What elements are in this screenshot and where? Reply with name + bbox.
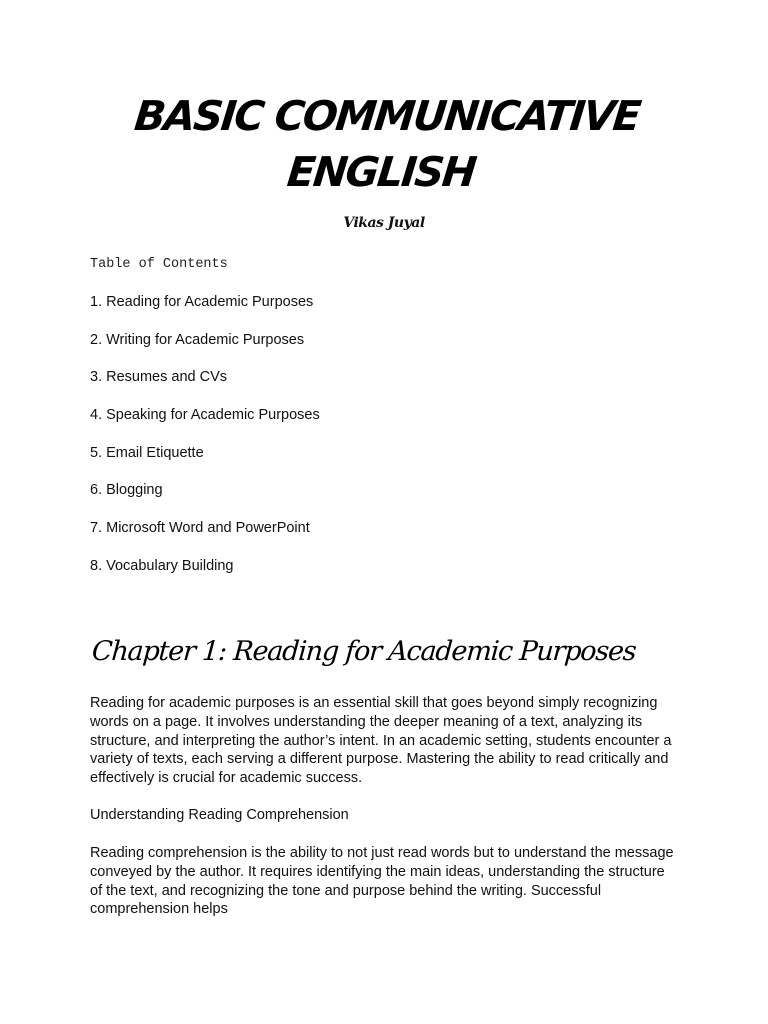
toc-item-6: 6. Blogging (90, 482, 163, 499)
body-paragraph-2: Reading comprehension is the ability to not just read words but to understand the message conveyed by the author. It requires identifying the main ideas, understanding the structure of the text, and recognizing the tone and purpose behind the writing. Successful comprehension helps (90, 845, 674, 918)
toc-item-1: 1. Reading for Academic Purposes (90, 294, 314, 310)
toc-heading: Table of Contents (90, 257, 228, 272)
table-of-contents (90, 293, 320, 595)
toc-item-8: 8. Vocabulary Building (90, 557, 234, 574)
section-subheading: Understanding Reading Comprehension (90, 807, 349, 823)
toc-item-4: 4. Speaking for Academic Purposes (90, 407, 320, 424)
document-title: BASIC COMMUNICATIVE ENGLISH (132, 92, 642, 196)
toc-item-5: 5. Email Etiquette (90, 444, 204, 461)
toc-item-2: 2. Writing for Academic Purposes (90, 331, 305, 348)
toc-item-3: 3. Resumes and CVs (90, 369, 228, 386)
chapter-heading: Chapter 1: Reading for Academic Purposes (90, 636, 637, 667)
document-author: Vikas Juyal (343, 215, 425, 231)
body-paragraph-1: Reading for academic purposes is an essential skill that goes beyond simply recognizing words on a page. It involves understanding the deeper meaning of a text, analyzing its structure, and interpreting the author’s intent. In an academic setting, students encounter a variety of texts, each serving a different purpose. Mastering the ability to read critically and effectively is crucial for academic success. (90, 695, 672, 787)
toc-item-7: 7. Microsoft Word and PowerPoint (90, 520, 310, 537)
